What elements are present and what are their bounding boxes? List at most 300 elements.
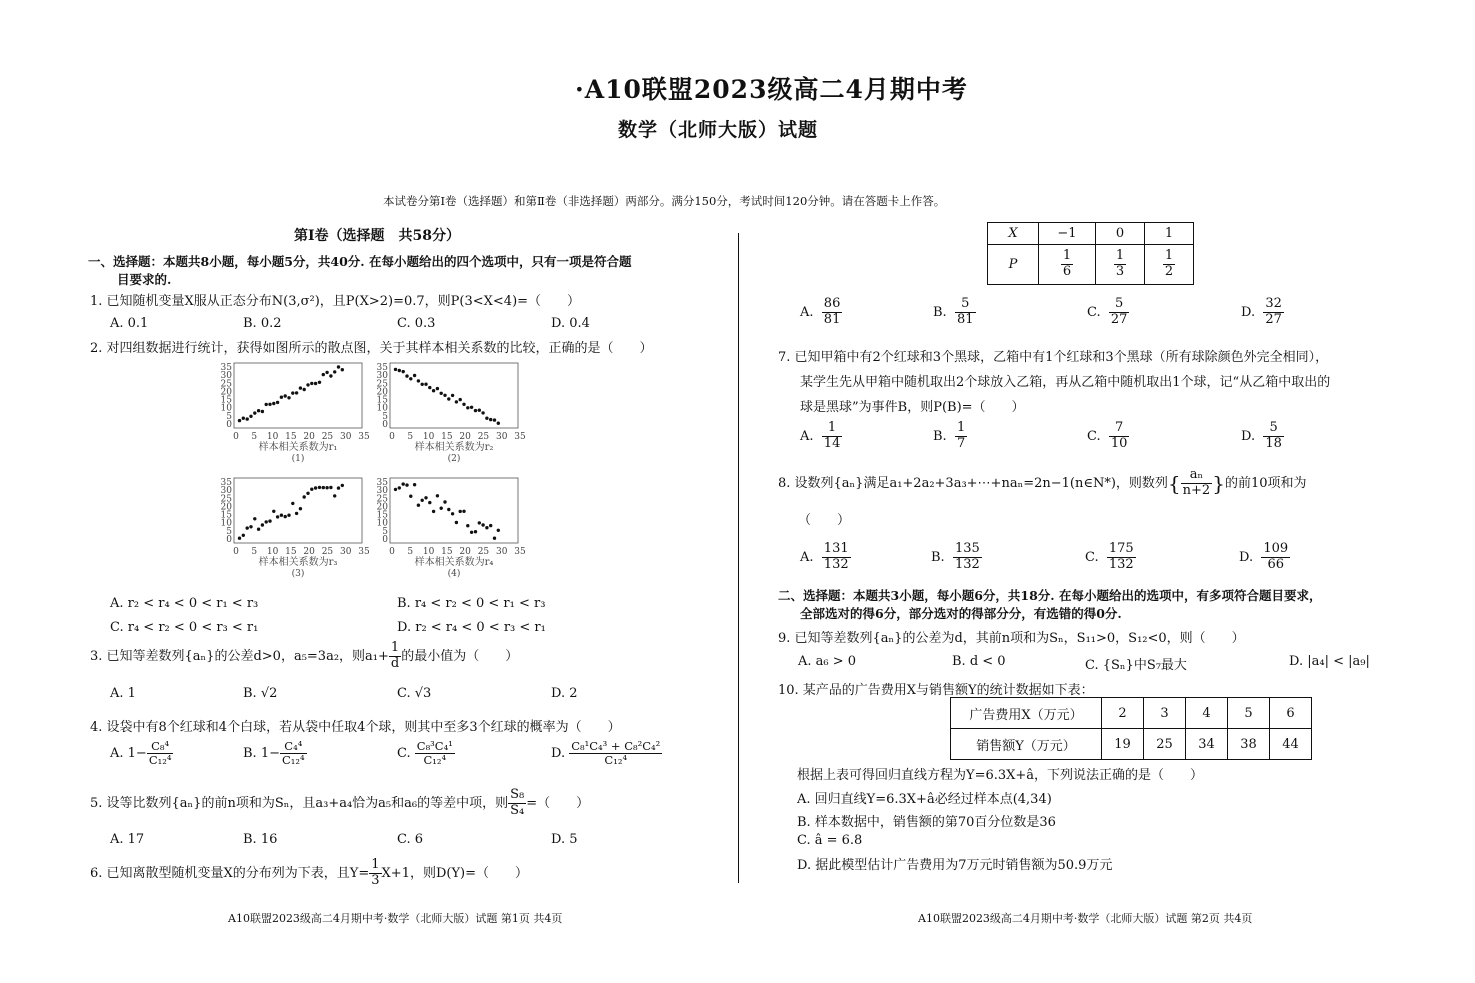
scatter-point xyxy=(462,510,465,513)
x-tick-label: 30 xyxy=(339,432,352,442)
y-tick-label: 10 xyxy=(376,518,388,529)
q8-stem-line2: （ ） xyxy=(798,513,851,528)
q6-fraction xyxy=(369,858,381,889)
scatter-point xyxy=(489,524,492,527)
scatter-point xyxy=(242,534,245,537)
y-tick-label: 20 xyxy=(376,502,388,513)
scatter-point xyxy=(299,507,302,510)
y-tick-label: 5 xyxy=(226,526,232,537)
q2-option-b: B. r₄ < r₂ < 0 < r₁ < r₃ xyxy=(397,596,546,611)
y-tick-label: 15 xyxy=(220,395,232,406)
q10-option-b: B. 样本数据中，销售额的第70百分位数是36 xyxy=(797,815,1056,830)
y-tick-label: 10 xyxy=(220,403,232,414)
scatter-point xyxy=(428,501,431,504)
y-tick-label: 35 xyxy=(220,363,232,373)
q10-table-cell: 2 xyxy=(1102,698,1144,729)
x-tick-label: 5 xyxy=(251,547,258,557)
q9-option-c: C. {Sₙ}中S₇最大 xyxy=(1085,658,1187,673)
scatter-point xyxy=(402,370,405,373)
y-tick-label: 25 xyxy=(220,379,232,390)
q6-option-b: B. $\frac{5}{81}$ xyxy=(933,296,974,327)
scatter-point xyxy=(455,521,458,524)
x-tick-label: 0 xyxy=(233,432,239,442)
q1-option-d: D. 0.4 xyxy=(551,316,590,331)
q7-stem-line2: 某学生先从甲箱中随机取出2个球放入乙箱，再从乙箱中随机取出1个球，记“从乙箱中取出的 xyxy=(800,375,1331,390)
scatter-point xyxy=(409,377,412,380)
q6-table-cell: X xyxy=(988,223,1039,245)
q5-option-a: A. 17 xyxy=(110,832,145,847)
scatter-label: (4) xyxy=(447,569,461,579)
scatter-point xyxy=(478,521,481,524)
q3-stem xyxy=(90,641,518,672)
q3-option-a: A. 1 xyxy=(110,686,136,701)
q4-optB-den: C₁₂⁴ xyxy=(281,753,305,768)
q3-option-c: C. √3 xyxy=(397,686,432,701)
q6-distribution-table xyxy=(987,222,1194,285)
scatter-point xyxy=(272,510,275,513)
scatter-point xyxy=(421,383,424,386)
q1-option-b: B. 0.2 xyxy=(243,316,282,331)
scatter-point xyxy=(310,382,313,385)
x-tick-label: 35 xyxy=(358,547,370,557)
scatter-point xyxy=(485,526,488,529)
q6-table-cell: $\frac{1}{6}$ xyxy=(1039,245,1096,285)
scatter-point xyxy=(276,515,279,518)
x-tick-label: 35 xyxy=(358,432,370,442)
scatter-point xyxy=(405,483,408,486)
q8-frac-num: aₙ xyxy=(1181,468,1213,484)
scatter-point xyxy=(459,510,462,513)
q2-option-c: C. r₄ < r₂ < 0 < r₃ < r₁ xyxy=(110,620,259,635)
exam-subtitle: 数学（北师大版）试题 xyxy=(618,119,819,141)
x-tick-label: 20 xyxy=(459,547,471,557)
q10-table-cell: 34 xyxy=(1186,729,1228,760)
q10-data-table xyxy=(950,697,1312,760)
q6-table-cell: P xyxy=(988,245,1039,285)
scatter-point xyxy=(322,486,325,489)
q10-option-a: A. 回归直线Y=6.3X+â必经过样本点(4,34) xyxy=(797,792,1052,807)
scatter-point xyxy=(295,391,298,394)
scatter-point xyxy=(470,531,473,534)
q6-stem-post: X+1，则D(Y)=（ ） xyxy=(381,865,529,881)
scatter-point xyxy=(432,389,435,392)
scatter-point xyxy=(436,494,439,497)
q6-table-cell: 0 xyxy=(1096,223,1145,245)
y-tick-label: 35 xyxy=(376,363,388,373)
q9-stem: 9. 已知等差数列{aₙ}的公差为d，其前n项和为Sₙ，S₁₁>0，S₁₂<0，则（ ） xyxy=(778,631,1245,646)
q10-table-cell: 3 xyxy=(1144,698,1186,729)
q5-stem-pre: 5. 设等比数列{aₙ}的前n项和为Sₙ，且a₃+a₄恰为a₅和a₆的等差中项，则 xyxy=(90,795,509,811)
scatter-point xyxy=(405,374,408,377)
scatter-point xyxy=(402,482,405,485)
q8-stem: 8. 设数列{aₙ}满足a₁+2a₂+3a₃+⋯+naₙ=2n−1(n∈N*)，则数列{ $\frac{\text{aₙ}}{n+2}$ }的前10项和为 xyxy=(778,467,1307,498)
scatter-point xyxy=(394,488,397,491)
y-tick-label: 30 xyxy=(376,371,388,382)
q6-frac-den: 3 xyxy=(371,872,380,888)
scatter-point xyxy=(257,409,260,412)
q6-stem xyxy=(90,858,528,889)
exam-intro: 本试卷分第Ⅰ卷（选择题）和第Ⅱ卷（非选择题）两部分。满分150分，考试时间120分钟。请在答题卡上作答。 xyxy=(383,194,946,208)
q10-stem: 10. 某产品的广告费用X与销售额Y的统计数据如下表： xyxy=(778,683,1094,698)
exam-title: ·A10联盟2023级高二4月期中考 xyxy=(575,75,968,104)
q10-table-cell: 38 xyxy=(1228,729,1270,760)
x-tick-label: 10 xyxy=(266,547,279,557)
scatter-point xyxy=(249,415,252,418)
scatter-point xyxy=(329,374,332,377)
q4-optC-den: C₁₂⁴ xyxy=(423,753,447,768)
q3-fraction xyxy=(389,641,401,672)
scatter-point xyxy=(303,495,306,498)
scatter-point xyxy=(246,526,249,529)
q7-stem-line3: 球是黑球”为事件B，则P(B)=（ ） xyxy=(800,400,1025,415)
scatter-point xyxy=(398,369,401,372)
scatter-point xyxy=(341,368,344,371)
y-tick-label: 5 xyxy=(226,411,232,422)
x-tick-label: 20 xyxy=(303,547,315,557)
scatter-frame xyxy=(234,363,362,428)
section2-instructions: 二、选择题：本题共3小题，每小题6分，共18分. 在每小题给出的选项中，有多项符合题目要求， xyxy=(778,588,1322,603)
scatter-point xyxy=(310,488,313,491)
y-tick-label: 25 xyxy=(220,494,232,505)
q6-table-cell: −1 xyxy=(1039,223,1096,245)
scatter-point xyxy=(417,504,420,507)
q8-stem-pre: 8. 设数列{aₙ}满足a₁+2a₂+3a₃+⋯+naₙ=2n−1(n∈N*)，则数列 xyxy=(778,475,1168,491)
scatter-point xyxy=(291,502,294,505)
x-tick-label: 15 xyxy=(441,547,453,557)
part1-title: 第Ⅰ卷（选择题 共58分） xyxy=(294,228,461,244)
scatter-point xyxy=(497,529,500,532)
q10-table-cell: 广告费用X（万元） xyxy=(951,698,1102,729)
scatter-point xyxy=(280,514,283,517)
scatter-point xyxy=(284,394,287,397)
x-tick-label: 20 xyxy=(303,432,315,442)
scatter-point xyxy=(333,494,336,497)
q1-option-a: A. 0.1 xyxy=(110,316,149,331)
y-tick-label: 0 xyxy=(226,535,232,545)
q5-option-b: B. 16 xyxy=(243,832,278,847)
scatter-point xyxy=(497,422,500,425)
q2-stem: 2. 对四组数据进行统计，获得如图所示的散点图，关于其样本相关系数的比较，正确的是（ ） xyxy=(90,341,653,356)
section2-instructions-2: 全部选对的得6分，部分选对的得部分分，有选错的得0分. xyxy=(800,606,1122,621)
q6-frac-num: 1 xyxy=(371,857,380,872)
q4-optA-den: C₁₂⁴ xyxy=(148,753,172,768)
q10-option-c: C. â = 6.8 xyxy=(797,833,863,848)
q3-option-d: D. 2 xyxy=(551,686,578,701)
y-tick-label: 25 xyxy=(376,494,388,505)
scatter-point xyxy=(337,486,340,489)
q6-option-c: C. $\frac{5}{27}$ xyxy=(1087,296,1128,327)
scatter-point xyxy=(440,392,443,395)
q9-option-b: B. d < 0 xyxy=(952,654,1006,669)
scatter-point xyxy=(462,403,465,406)
scatter-point xyxy=(443,500,446,503)
scatter-point xyxy=(295,512,298,515)
scatter-point xyxy=(455,400,458,403)
q8-frac-den: n+2 xyxy=(1182,482,1211,498)
scatter-point xyxy=(333,370,336,373)
y-tick-label: 5 xyxy=(382,526,388,537)
q3-stem-post: 的最小值为（ ） xyxy=(401,648,519,664)
scatter-point xyxy=(329,486,332,489)
q10-table-cell: 44 xyxy=(1270,729,1312,760)
q10-table-cell: 6 xyxy=(1270,698,1312,729)
scatter-point xyxy=(470,406,473,409)
x-tick-label: 0 xyxy=(233,547,239,557)
scatter-point xyxy=(246,417,249,420)
section1-instructions-2: 目要求的. xyxy=(117,272,172,287)
x-tick-label: 30 xyxy=(339,547,352,557)
scatter-point xyxy=(272,402,275,405)
scatter-point xyxy=(493,537,496,540)
scatter-label: (1) xyxy=(291,454,305,464)
q4-optD-pre: D. xyxy=(551,746,566,762)
scatter-point xyxy=(276,401,279,404)
x-tick-label: 10 xyxy=(266,432,279,442)
scatter-point xyxy=(424,383,427,386)
q8-option-c: C. $\frac{175}{132}$ xyxy=(1085,541,1134,572)
scatter-caption: 样本相关系数为r₃ xyxy=(258,557,338,568)
scatter-point xyxy=(447,508,450,511)
q6-table-cell: $\frac{1}{3}$ xyxy=(1096,245,1145,285)
q4-optC-num: C₈³C₄¹ xyxy=(416,739,453,753)
scatter-point xyxy=(493,418,496,421)
scatter-point xyxy=(417,379,420,382)
scatter-caption: 样本相关系数为r₂ xyxy=(414,442,494,453)
q4-optB-pre: B. 1− xyxy=(243,746,280,762)
scatter-point xyxy=(424,496,427,499)
scatter-point xyxy=(306,383,309,386)
scatter-point xyxy=(421,499,424,502)
scatter-point xyxy=(325,486,328,489)
scatter-frame xyxy=(234,478,362,543)
q5-stem xyxy=(90,788,589,819)
q7-option-b: B. $\frac{1}{7}$ xyxy=(933,420,966,451)
q5-stem-post: =（ ） xyxy=(526,795,590,811)
scatter-point xyxy=(440,507,443,510)
scatter-point xyxy=(337,365,340,368)
scatter-point xyxy=(268,519,271,522)
scatter-point xyxy=(451,512,454,515)
q9-option-d: D. |a₄| < |a₉| xyxy=(1289,654,1370,669)
q10-table-cell: 4 xyxy=(1186,698,1228,729)
scatter-point xyxy=(481,411,484,414)
q5-option-c: C. 6 xyxy=(397,832,424,847)
x-tick-label: 15 xyxy=(441,432,453,442)
scatter-point xyxy=(265,520,268,523)
scatter-point xyxy=(466,406,469,409)
y-tick-label: 10 xyxy=(220,518,232,529)
y-tick-label: 10 xyxy=(376,403,388,414)
x-tick-label: 25 xyxy=(477,432,490,442)
section1-instructions: 一、选择题：本题共8小题，每小题5分，共40分. 在每小题给出的四个选项中，只有一项是符合题 xyxy=(88,254,632,269)
y-tick-label: 5 xyxy=(382,411,388,422)
q6-table-cell: 1 xyxy=(1145,223,1194,245)
q2-scatter-plots xyxy=(210,355,540,590)
q4-stem: 4. 设袋中有8个红球和4个白球，若从袋中任取4个球，则其中至多3个红球的概率为（ ） xyxy=(90,720,621,735)
scatter-point xyxy=(394,368,397,371)
q8-option-a: A. $\frac{131}{132}$ xyxy=(800,541,849,572)
q5-option-d: D. 5 xyxy=(551,832,578,847)
y-tick-label: 20 xyxy=(376,387,388,398)
q4-optB-num: C₄⁴ xyxy=(280,740,307,754)
x-tick-label: 35 xyxy=(514,432,526,442)
scatter-frame xyxy=(390,478,518,543)
scatter-point xyxy=(436,387,439,390)
x-tick-label: 20 xyxy=(459,432,471,442)
scatter-point xyxy=(253,411,256,414)
y-tick-label: 20 xyxy=(220,387,232,398)
q4-option-b xyxy=(243,740,307,767)
q4-option-d xyxy=(551,740,662,767)
y-tick-label: 30 xyxy=(376,486,388,497)
y-tick-label: 35 xyxy=(220,478,232,488)
scatter-point xyxy=(242,417,245,420)
scatter-point xyxy=(432,510,435,513)
x-tick-label: 0 xyxy=(389,547,395,557)
scatter-point xyxy=(257,528,260,531)
scatter-point xyxy=(443,394,446,397)
scatter-point xyxy=(409,495,412,498)
q3-frac-num: 1 xyxy=(389,641,401,657)
q7-option-d: D. $\frac{5}{18}$ xyxy=(1241,420,1282,451)
x-tick-label: 35 xyxy=(514,547,526,557)
x-tick-label: 10 xyxy=(422,432,435,442)
q8-option-b: B. $\frac{135}{132}$ xyxy=(931,541,980,572)
q4-optA-pre: A. 1− xyxy=(110,746,147,762)
x-tick-label: 10 xyxy=(422,547,435,557)
x-tick-label: 30 xyxy=(495,432,508,442)
scatter-point xyxy=(238,537,241,540)
q10-table-cell: 25 xyxy=(1144,729,1186,760)
scatter-point xyxy=(459,398,462,401)
q5-frac-den: S₄ xyxy=(510,802,525,818)
y-tick-label: 15 xyxy=(376,510,388,521)
scatter-point xyxy=(287,396,290,399)
q4-option-c xyxy=(397,740,455,767)
x-tick-label: 15 xyxy=(285,432,297,442)
q10-table-cell: 销售额Y（万元） xyxy=(951,729,1102,760)
q6-option-a: A. $\frac{86}{81}$ xyxy=(800,296,841,327)
q4-option-a xyxy=(110,740,173,767)
q10-option-d: D. 据此模型估计广告费用为7万元时销售额为50.9万元 xyxy=(797,858,1113,873)
y-tick-label: 0 xyxy=(226,420,232,430)
scatter-point xyxy=(238,419,241,422)
scatter-label: (2) xyxy=(447,454,461,464)
y-tick-label: 30 xyxy=(220,486,232,497)
scatter-point xyxy=(306,492,309,495)
scatter-point xyxy=(428,386,431,389)
scatter-point xyxy=(318,486,321,489)
y-tick-label: 35 xyxy=(376,478,388,488)
y-tick-label: 25 xyxy=(376,379,388,390)
scatter-point xyxy=(413,483,416,486)
footer-left: A10联盟2023级高二4月期中考·数学（北师大版）试题 第1页 共4页 xyxy=(228,912,563,925)
scatter-point xyxy=(303,388,306,391)
scatter-point xyxy=(489,418,492,421)
scatter-point xyxy=(261,410,264,413)
scatter-point xyxy=(322,373,325,376)
q8-fraction xyxy=(1181,468,1213,499)
q1-stem: 1. 已知随机变量X服从正态分布N(3,σ²)，且P(X>2)=0.7，则P(3<X<4)=（ ） xyxy=(90,294,581,309)
q6-table-cell: $\frac{1}{2}$ xyxy=(1145,245,1194,285)
x-tick-label: 25 xyxy=(321,547,334,557)
y-tick-label: 0 xyxy=(382,535,388,545)
x-tick-label: 25 xyxy=(477,547,490,557)
scatter-point xyxy=(299,386,302,389)
q7-option-a: A. $\frac{1}{14}$ xyxy=(800,420,841,451)
scatter-caption: 样本相关系数为r₄ xyxy=(414,557,494,568)
column-divider xyxy=(738,233,739,883)
x-tick-label: 5 xyxy=(407,547,414,557)
q10-table-cell: 19 xyxy=(1102,729,1144,760)
scatter-label: (3) xyxy=(291,569,305,579)
scatter-point xyxy=(466,524,469,527)
y-tick-label: 15 xyxy=(376,395,388,406)
scatter-point xyxy=(398,486,401,489)
q2-option-d: D. r₂ < r₄ < 0 < r₃ < r₁ xyxy=(397,620,546,635)
scatter-point xyxy=(280,396,283,399)
q4-optA-num: C₈⁴ xyxy=(147,740,174,754)
q3-stem-pre: 3. 已知等差数列{aₙ}的公差d>0，a₅=3a₂，则a₁+ xyxy=(90,648,389,664)
q1-option-c: C. 0.3 xyxy=(397,316,436,331)
scatter-point xyxy=(451,394,454,397)
q9-option-a: A. a₆ > 0 xyxy=(798,654,857,669)
q4-optC-pre: C. xyxy=(397,746,411,762)
scatter-point xyxy=(291,391,294,394)
scatter-point xyxy=(413,374,416,377)
scatter-point xyxy=(341,484,344,487)
scatter-point xyxy=(314,486,317,489)
x-tick-label: 0 xyxy=(389,432,395,442)
y-tick-label: 15 xyxy=(220,510,232,521)
q4-optD-num: C₈¹C₄³ + C₈²C₄² xyxy=(571,739,661,753)
scatter-point xyxy=(447,397,450,400)
x-tick-label: 25 xyxy=(321,432,334,442)
q10-table-cell: 5 xyxy=(1228,698,1270,729)
scatter-point xyxy=(485,417,488,420)
q3-option-b: B. √2 xyxy=(243,686,278,701)
scatter-point xyxy=(318,381,321,384)
q7-stem-line1: 7. 已知甲箱中有2个红球和3个黑球，乙箱中有1个红球和3个黑球（所有球除颜色外完全相同）， xyxy=(778,350,1329,365)
x-tick-label: 5 xyxy=(251,432,258,442)
q6-option-d: D. $\frac{32}{27}$ xyxy=(1241,296,1282,327)
q10-stem-line2: 根据上表可得回归直线方程为Y=6.3X+â，下列说法正确的是（ ） xyxy=(797,768,1204,783)
scatter-point xyxy=(314,382,317,385)
q5-frac-num: S₈ xyxy=(510,787,525,802)
scatter-point xyxy=(481,523,484,526)
q6-stem-pre: 6. 已知离散型随机变量X的分布列为下表，且Y= xyxy=(90,865,370,881)
q4-optD-den: C₁₂⁴ xyxy=(604,753,628,768)
scatter-point xyxy=(287,514,290,517)
q3-frac-den: d xyxy=(390,655,400,671)
scatter-point xyxy=(249,525,252,528)
x-tick-label: 5 xyxy=(407,432,414,442)
q2-option-a: A. r₂ < r₄ < 0 < r₁ < r₃ xyxy=(110,596,259,611)
scatter-point xyxy=(261,523,264,526)
scatter-point xyxy=(268,403,271,406)
scatter-point xyxy=(325,371,328,374)
q5-fraction xyxy=(508,788,526,819)
x-tick-label: 30 xyxy=(495,547,508,557)
scatter-point xyxy=(474,530,477,533)
q8-stem-post: 的前10项和为 xyxy=(1224,475,1307,491)
scatter-caption: 样本相关系数为r₁ xyxy=(258,442,338,453)
scatter-point xyxy=(284,515,287,518)
scatter-point xyxy=(478,409,481,412)
scatter-point xyxy=(253,517,256,520)
scatter-point xyxy=(265,403,268,406)
y-tick-label: 30 xyxy=(220,371,232,382)
